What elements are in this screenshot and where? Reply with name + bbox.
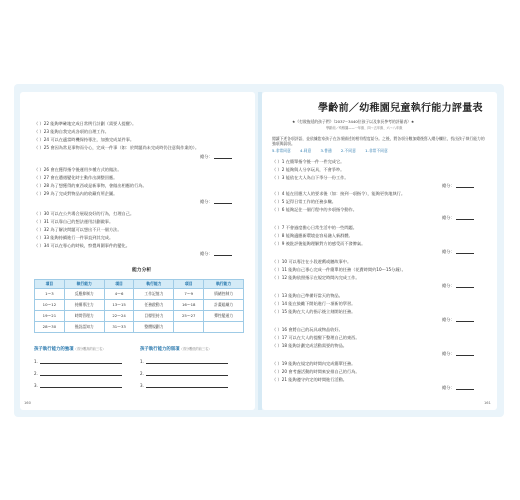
blank-number: 1. [34,359,38,364]
cell: 19～21 [35,311,65,322]
cell: 目標堅持力 [134,311,174,322]
cell: 1～3 [35,289,65,300]
weakness-blank-3 [140,384,228,388]
left-item-29: （ ）29 為了完成對物品內的收藏有所企圖。 [34,191,118,196]
page-subtitle: ★《打敗拖延的孩子們》（2037~3440位孩子以及家長參考的評量表）★ [292,119,415,124]
score-label: 總分： [442,317,455,322]
score-label: 總分： [442,283,455,288]
right-item-18: （ ）18 能夠計劃完成活動需要的物品。 [272,343,347,348]
analysis-table [34,279,244,333]
strength-blank-2 [34,372,122,376]
right-item-6: （ ）6 能夠記住一個行程中的多項指令動作。 [272,207,357,212]
score-label: 總分： [442,249,455,254]
header-ability: 執行能力 [134,280,174,289]
right-item-15: （ ）15 能夠在大人的指示後立刻開始任務。 [272,309,356,314]
cell: 彈性變通力 [204,311,244,322]
score-blank[interactable] [456,386,474,390]
fill-line[interactable] [40,360,122,364]
blank-number: 1. [140,359,144,364]
scale-1: 1.非常不同意 [365,148,388,153]
blank-number: 2. [34,371,38,376]
right-score-3 [442,250,474,254]
analysis-header-row [35,280,244,289]
rating-scale [272,149,396,153]
weakness-heading [140,348,211,353]
cell: 4～6 [104,289,134,300]
cell: 10～12 [35,300,65,311]
fill-line[interactable] [146,372,228,376]
weakness-blank-1 [140,360,228,364]
cell: 後設認知力 [64,322,104,333]
right-item-14: （ ）14 能在鼓勵下開始進行一項新的學習。 [272,301,356,306]
cell: 28～30 [35,322,65,333]
right-page [262,92,497,410]
left-item-27: （ ）27 會在遭遇變化時主動作出調整回應。 [34,175,118,180]
right-item-19: （ ）19 能夠在規定的時間內完成簡單任務。 [272,361,356,366]
page-title: 學齡前／幼稚園兒童執行能力評量表 [318,103,483,114]
cell: 31～33 [104,322,134,333]
right-score-5 [442,318,474,322]
left-item-32: （ ）32 為了解決問題可以想出不只一個方法。 [34,227,122,232]
right-item-4: （ ）4 能在回應大人的要求後（如：接到一項指令），能夠更快地執行。 [272,191,406,196]
strengths-hint: （得分數高的前三名） [73,347,106,351]
fill-line[interactable] [40,384,122,388]
left-item-25: （ ）25 會因為常見事物而分心，完成一件事（如：於問題尚未完成時仍注意與作業的）。 [34,145,200,150]
left-page [20,92,255,410]
cell: 25～27 [174,311,204,322]
intro-text: 閱讀下述各項評語，並依據您家孩子在各項描述的相符程度給分。之後，將各項分數加總後寫入總分欄位，找出孩子執行能力的強項與弱項。 [272,136,485,146]
right-item-20: （ ）20 會考慮活動的時間來安排自己的行為。 [272,369,360,374]
table-row [35,289,244,300]
left-score-2 [200,200,232,204]
scale-5: 5.非常同意 [272,148,291,153]
score-blank[interactable] [456,284,474,288]
weakness-hint: （得分數低的前三名） [179,347,212,351]
strength-blank-1 [34,360,122,364]
right-item-1: （ ）1 在簡單指令後一件一件完成它。 [272,159,345,164]
score-label: 總分： [200,251,213,256]
right-item-3: （ ）3 能依在大人為自下季分一份工作。 [272,175,349,180]
header-ability: 執行能力 [64,280,104,289]
weakness-blank-2 [140,372,228,376]
right-item-17: （ ）17 可以在大人的提醒下整理自己的東西。 [272,335,360,340]
left-item-28: （ ）28 為了想獲得的東西或是新事物，會做出相應的行為。 [34,183,147,188]
scale-3: 3.普通 [320,148,332,153]
left-item-24: （ ）24 可以在適當時機保持專注，加強完成某件事。 [34,137,135,142]
cell: 16～18 [174,300,204,311]
score-blank[interactable] [456,352,474,356]
header-item: 項目 [104,280,134,289]
left-score-3 [200,252,232,256]
right-item-7: （ ）7 不會過度擔心日常生活中的一些問題。 [272,225,357,230]
fill-line[interactable] [146,384,228,388]
page-number-left: 160 [24,401,31,405]
right-item-9: （ ）9 被批評後能夠理解對方的感受而不發脾氣。 [272,241,366,246]
left-item-30: （ ）30 可以在公共場合展現良好的行為，打理自己。 [34,211,135,216]
score-blank[interactable] [456,250,474,254]
analysis-title: 能力分析 [132,268,152,273]
right-item-11: （ ）11 能夠自己專心完成一件簡單的任務（花費時間約10～15分鐘）。 [272,267,406,272]
right-score-7 [442,386,474,390]
score-label: 總分： [200,199,213,204]
cell [174,322,204,333]
score-label: 總分： [442,351,455,356]
right-item-5: （ ）5 記得日常工作的任務步驟。 [272,199,336,204]
blank-number: 3. [34,383,38,388]
fill-line[interactable] [146,360,228,364]
score-blank[interactable] [214,252,232,256]
strengths-label: 孩子執行能力的強項 [34,347,74,352]
header-item: 項目 [35,280,65,289]
table-row [35,322,244,333]
score-label: 總分： [442,183,455,188]
score-blank[interactable] [214,155,232,159]
left-item-34: （ ）34 可以在專心的時候，察覺周圍事件的變化。 [34,243,130,248]
score-label: 總分： [200,154,213,159]
right-score-1 [442,184,474,188]
cell: 整體規劃力 [134,322,174,333]
cell: 13～15 [104,300,134,311]
weakness-label: 孩子執行能力的弱項 [140,347,180,352]
page-subtitle-grades: 學齡前／幼稚園——一年級、四～五年級、六～八年級 [326,126,403,130]
right-item-16: （ ）16 會將自己的玩具或物品收好。 [272,327,343,332]
cell: 時間管理力 [64,311,104,322]
header-item: 項目 [174,280,204,289]
left-item-26: （ ）26 會在獲得指令後運用多種方式的做法。 [34,167,122,172]
score-label: 總分： [442,215,455,220]
cell: 計畫組織力 [204,300,244,311]
strength-blank-3 [34,384,122,388]
table-row [35,300,244,311]
cell: 情緒控制力 [204,289,244,300]
score-blank[interactable] [214,200,232,204]
table-row [35,311,244,322]
right-item-12: （ ）12 能夠依照指示在規定時間內完成工作。 [272,275,360,280]
scale-2: 2.不同意 [340,148,356,153]
left-item-22: （ ）22 能夠準確地完成日常例行計劃（需要人提醒）。 [34,121,137,126]
right-item-8: （ ）8 能夠適應新環境並容易融入新群體。 [272,233,353,238]
cell [204,322,244,333]
page-number-right: 161 [484,401,491,405]
right-item-13: （ ）13 能夠自己準備好當天的物品。 [272,293,343,298]
score-blank[interactable] [456,184,474,188]
left-item-33: （ ）33 能夠持續進行一件事直到其完成。 [34,235,114,240]
blank-number: 2. [140,371,144,376]
right-item-21: （ ）21 能夠遵守約定的時間進行活動。 [272,377,347,382]
cell: 工作記憶力 [134,289,174,300]
cell: 持續專注力 [64,300,104,311]
cell: 7～9 [174,289,204,300]
right-score-6 [442,352,474,356]
score-blank[interactable] [456,216,474,220]
right-score-2 [442,216,474,220]
cell: 任務啟動力 [134,300,174,311]
score-blank[interactable] [456,318,474,322]
score-label: 總分： [442,385,455,390]
cell: 22～24 [104,311,134,322]
fill-line[interactable] [40,372,122,376]
header-ability: 執行能力 [204,280,244,289]
right-item-10: （ ）10 可以專注在小段遊戲或聽故事中。 [272,259,352,264]
cell: 反應抑制力 [64,289,104,300]
left-item-31: （ ）31 可以靠自己的想法運用計劃做事。 [34,219,114,224]
scale-4: 4.同意 [300,148,312,153]
right-item-2: （ ）2 能夠與人分享玩具，不會爭吵。 [272,167,345,172]
strengths-heading [34,348,105,353]
left-item-23: （ ）23 能夠自我完成各項的自理工作。 [34,129,109,134]
blank-number: 3. [140,383,144,388]
right-score-4 [442,284,474,288]
left-score-1 [200,155,232,159]
